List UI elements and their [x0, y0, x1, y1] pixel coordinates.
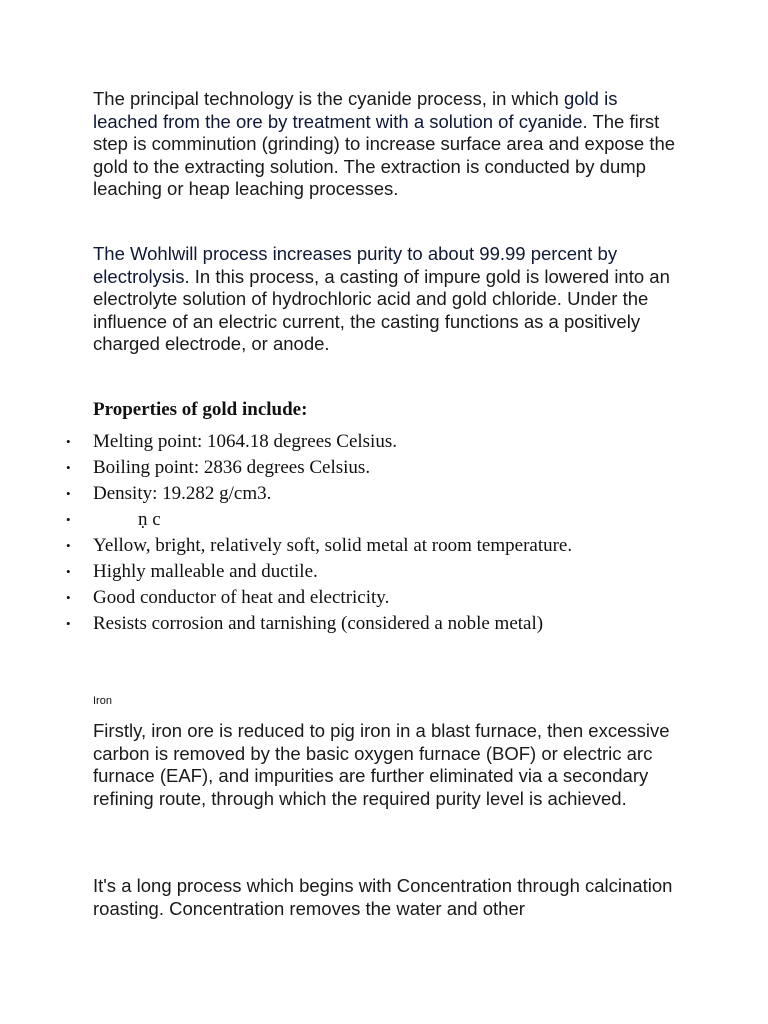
properties-heading: Properties of gold include: [93, 399, 308, 420]
bullet-icon: • [66, 434, 71, 449]
list-item [0, 611, 700, 637]
bullet-icon: • [66, 512, 71, 527]
list-item [0, 533, 700, 559]
iron-label: Iron [93, 695, 112, 707]
bullet-icon: • [66, 460, 71, 475]
bullet-icon: • [66, 616, 71, 631]
bullet-icon: • [66, 590, 71, 605]
list-item-text: Boiling point: 2836 degrees Celsius. [93, 457, 371, 478]
list-item-text: Melting point: 1064.18 degrees Celsius. [93, 431, 397, 452]
paragraph-cyanide-text-start: The principal technology is the cyanide process, in which [93, 88, 564, 109]
paragraph-wohlwill-highlight: The Wohlwill process increases purity to about 99.99 percent by electrolysis [93, 243, 618, 287]
list-item-text: Density: 19.282 g/cm3. [93, 483, 272, 504]
list-item-text: Resists corrosion and tarnishing (considered a noble metal) [93, 613, 544, 634]
list-item [0, 481, 700, 507]
paragraph-cyanide-text-end: . The first step is comminution (grinding) to increase surface area and expose the gold to the extracting solution. The extraction is conducted by dump leaching or heap leaching processes. [93, 110, 676, 200]
list-item-text: Yellow, bright, relatively soft, solid metal at room temperature. [93, 535, 573, 556]
paragraph-cyanide-process [93, 88, 683, 201]
list-item [0, 455, 700, 481]
properties-list [0, 429, 700, 637]
list-item [0, 585, 700, 611]
bullet-icon: • [66, 564, 71, 579]
list-item-text: ṇ c [138, 509, 161, 530]
paragraph-iron-concentration: It's a long process which begins with Concentration through calcination roasting. Concentration removes the water and other [93, 875, 673, 919]
list-item [0, 507, 700, 533]
list-item [0, 559, 700, 585]
list-item-text: Highly malleable and ductile. [93, 561, 318, 582]
paragraph-iron-refining: Firstly, iron ore is reduced to pig iron in a blast furnace, then excessive carbon is removed by the basic oxygen furnace (BOF) or electric arc furnace (EAF), and impurities are further eliminated via a secondary refining route, through which the required purity level is achieved. [93, 720, 670, 809]
bullet-icon: • [66, 538, 71, 553]
list-item-text: Good conductor of heat and electricity. [93, 587, 390, 608]
paragraph-cyanide-highlight: gold is leached from the ore by treatment with a solution of cyanide [93, 88, 618, 132]
bullet-icon: • [66, 486, 71, 501]
list-item [0, 429, 700, 455]
paragraph-wohlwill-text-end: . In this process, a casting of impure gold is lowered into an electrolyte solution of hydrochloric acid and gold chloride. Under the influence of an electric current, the casting functions as a positively charged electrode, or anode. [93, 265, 670, 355]
paragraph-wohlwill-process [93, 243, 683, 356]
